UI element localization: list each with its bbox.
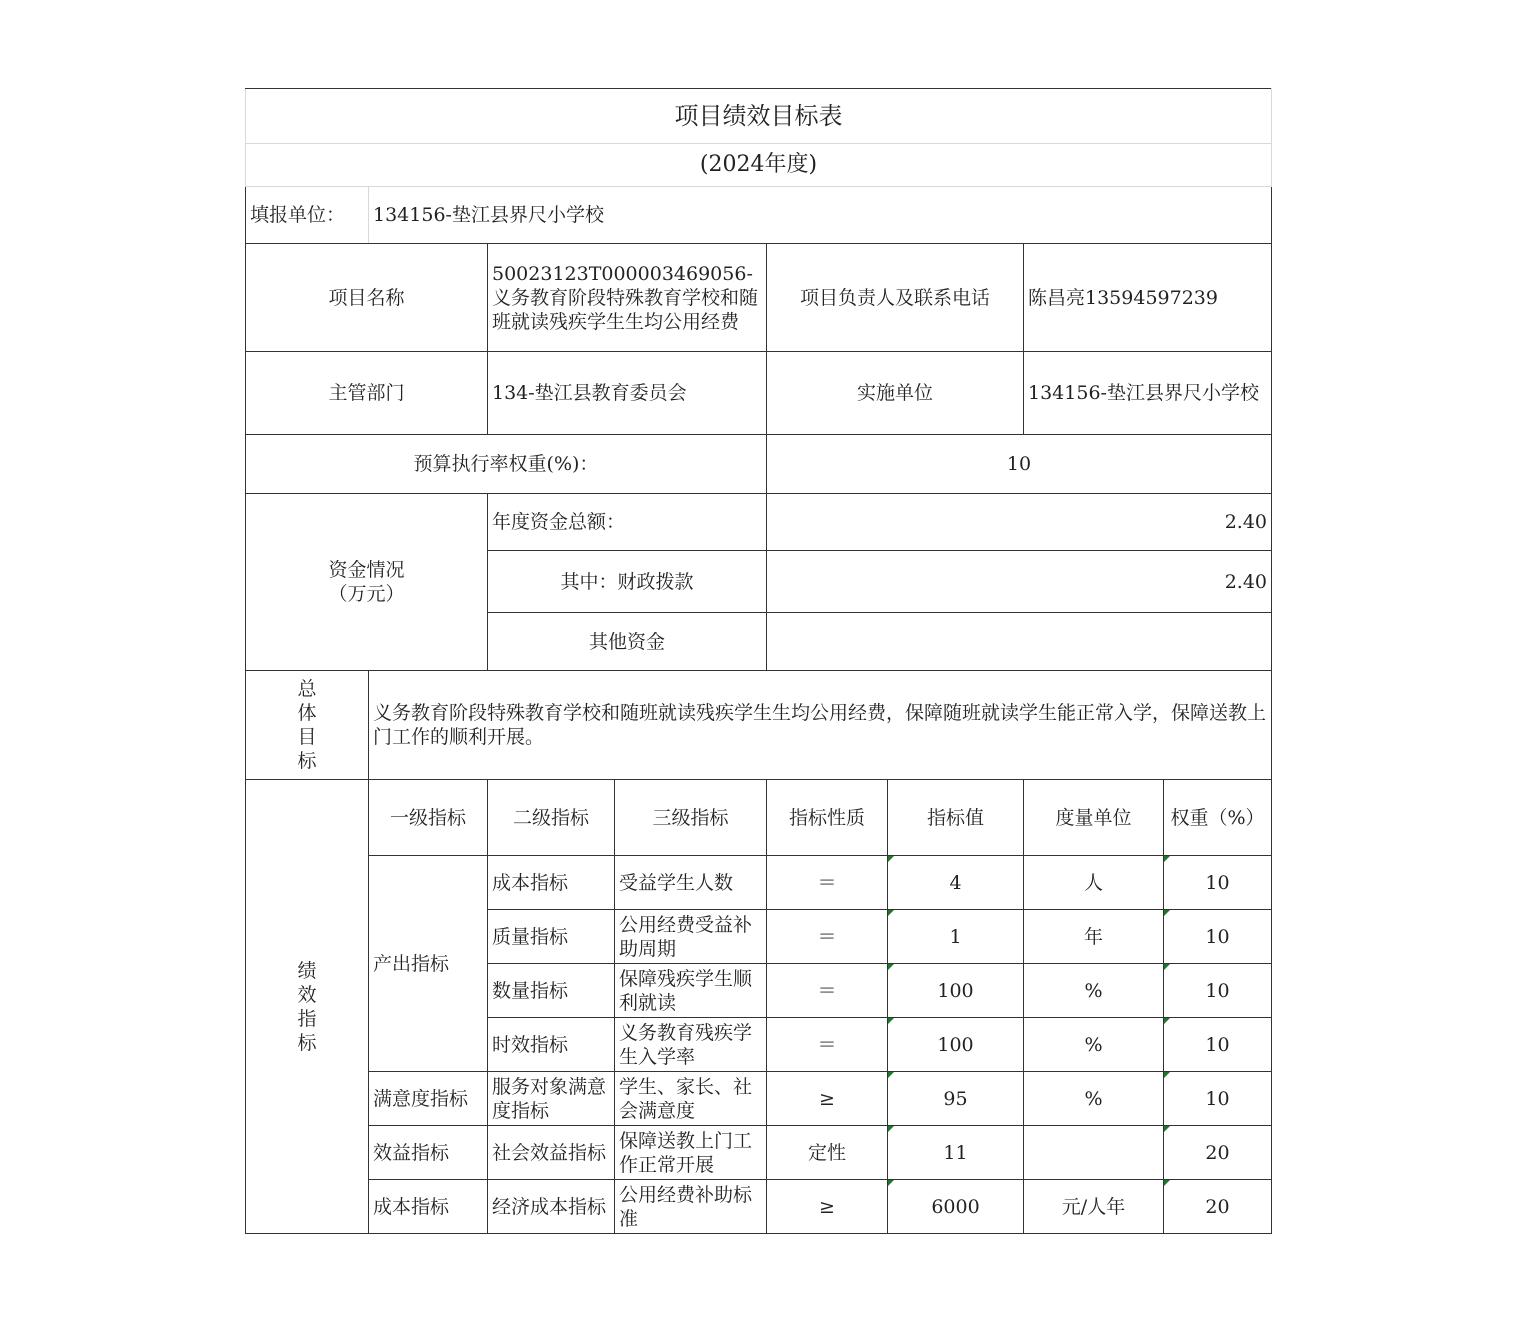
- funds-fiscal-label: 其中：财政拨款: [488, 551, 767, 613]
- owner-value: 陈昌亮13594597239: [1024, 244, 1272, 352]
- sheet-title: 项目绩效目标表: [246, 89, 1272, 144]
- rate-value: 10: [767, 435, 1272, 494]
- nature-cell: ＝: [767, 856, 888, 910]
- level2-cell: 经济成本指标: [488, 1180, 615, 1234]
- unit-cell: 年: [1024, 910, 1164, 964]
- funds-label-line2: （万元）: [328, 583, 405, 605]
- funds-total-label: 年度资金总额：: [488, 494, 767, 551]
- header-level3: 三级指标: [615, 780, 767, 856]
- level2-cell: 质量指标: [488, 910, 615, 964]
- perf-char: 标: [297, 1031, 317, 1054]
- owner-label: 项目负责人及联系电话: [767, 244, 1024, 352]
- perf-char: 绩: [297, 959, 317, 982]
- performance-indicators-label: [246, 780, 369, 1234]
- sheet-subtitle: (2024年度): [246, 144, 1272, 187]
- unit-cell: [1024, 1126, 1164, 1180]
- level2-cell: 服务对象满意度指标: [488, 1072, 615, 1126]
- weight-cell: 10: [1164, 964, 1272, 1018]
- goal-char: 目: [297, 726, 317, 748]
- project-name-label: 项目名称: [246, 244, 488, 352]
- dept-label: 主管部门: [246, 352, 488, 435]
- level2-cell: 社会效益指标: [488, 1126, 615, 1180]
- nature-cell: ≥: [767, 1180, 888, 1234]
- level1-satisfaction: 满意度指标: [369, 1072, 488, 1126]
- table-row: [246, 856, 1272, 910]
- value-cell: 4: [888, 856, 1024, 910]
- funds-total-value: 2.40: [767, 494, 1272, 551]
- weight-cell: 20: [1164, 1180, 1272, 1234]
- value-cell: 1: [888, 910, 1024, 964]
- funds-label: [246, 494, 488, 671]
- unit-cell: %: [1024, 1018, 1164, 1072]
- performance-target-sheet: [245, 88, 1271, 1234]
- value-cell: 100: [888, 1018, 1024, 1072]
- dept-value: 134-垫江县教育委员会: [488, 352, 767, 435]
- level1-benefit: 效益指标: [369, 1126, 488, 1180]
- header-unit: 度量单位: [1024, 780, 1164, 856]
- value-cell: 6000: [888, 1180, 1024, 1234]
- level3-cell: 义务教育残疾学生入学率: [615, 1018, 767, 1072]
- level2-cell: 时效指标: [488, 1018, 615, 1072]
- funds-fiscal-value: 2.40: [767, 551, 1272, 613]
- rate-label: 预算执行率权重(%)：: [246, 435, 767, 494]
- level1-output: 产出指标: [369, 856, 488, 1072]
- nature-cell: ＝: [767, 910, 888, 964]
- impl-label: 实施单位: [767, 352, 1024, 435]
- performance-target-table: [245, 88, 1272, 1234]
- nature-cell: ＝: [767, 964, 888, 1018]
- header-level1: 一级指标: [369, 780, 488, 856]
- unit-label: 填报单位：: [246, 187, 369, 244]
- header-weight: 权重（%）: [1164, 780, 1272, 856]
- impl-value: 134156-垫江县界尺小学校: [1024, 352, 1272, 435]
- weight-cell: 20: [1164, 1126, 1272, 1180]
- funds-other-value: [767, 613, 1272, 671]
- nature-cell: ≥: [767, 1072, 888, 1126]
- overall-goal-label: [246, 671, 369, 780]
- value-cell: 11: [888, 1126, 1024, 1180]
- overall-goal-text: 义务教育阶段特殊教育学校和随班就读残疾学生生均公用经费，保障随班就读学生能正常入学，保障送教上门工作的顺利开展。: [369, 671, 1272, 780]
- weight-cell: 10: [1164, 910, 1272, 964]
- table-row: [246, 1072, 1272, 1126]
- unit-cell: %: [1024, 964, 1164, 1018]
- unit-cell: 人: [1024, 856, 1164, 910]
- perf-char: 效: [297, 983, 317, 1006]
- level2-cell: 数量指标: [488, 964, 615, 1018]
- perf-char: 指: [297, 1007, 317, 1030]
- level3-cell: 保障残疾学生顺利就读: [615, 964, 767, 1018]
- level3-cell: 公用经费受益补助周期: [615, 910, 767, 964]
- header-value: 指标值: [888, 780, 1024, 856]
- unit-cell: 元/人年: [1024, 1180, 1164, 1234]
- level1-cost: 成本指标: [369, 1180, 488, 1234]
- nature-cell: 定性: [767, 1126, 888, 1180]
- unit-cell: %: [1024, 1072, 1164, 1126]
- weight-cell: 10: [1164, 856, 1272, 910]
- level3-cell: 受益学生人数: [615, 856, 767, 910]
- goal-char: 体: [297, 702, 317, 724]
- funds-label-line1: 资金情况: [328, 559, 405, 581]
- table-row: [246, 1180, 1272, 1234]
- level3-cell: 保障送教上门工作正常开展: [615, 1126, 767, 1180]
- goal-char: 标: [297, 750, 317, 772]
- value-cell: 95: [888, 1072, 1024, 1126]
- table-row: [246, 1126, 1272, 1180]
- value-cell: 100: [888, 964, 1024, 1018]
- level3-cell: 学生、家长、社会满意度: [615, 1072, 767, 1126]
- weight-cell: 10: [1164, 1072, 1272, 1126]
- funds-other-label: 其他资金: [488, 613, 767, 671]
- level3-cell: 公用经费补助标准: [615, 1180, 767, 1234]
- header-nature: 指标性质: [767, 780, 888, 856]
- level2-cell: 成本指标: [488, 856, 615, 910]
- weight-cell: 10: [1164, 1018, 1272, 1072]
- unit-value: 134156-垫江县界尺小学校: [369, 187, 1272, 244]
- header-level2: 二级指标: [488, 780, 615, 856]
- nature-cell: ＝: [767, 1018, 888, 1072]
- goal-char: 总: [297, 678, 317, 700]
- project-name-value: 50023123T000003469056-义务教育阶段特殊教育学校和随班就读残疾学生生均公用经费: [488, 244, 767, 352]
